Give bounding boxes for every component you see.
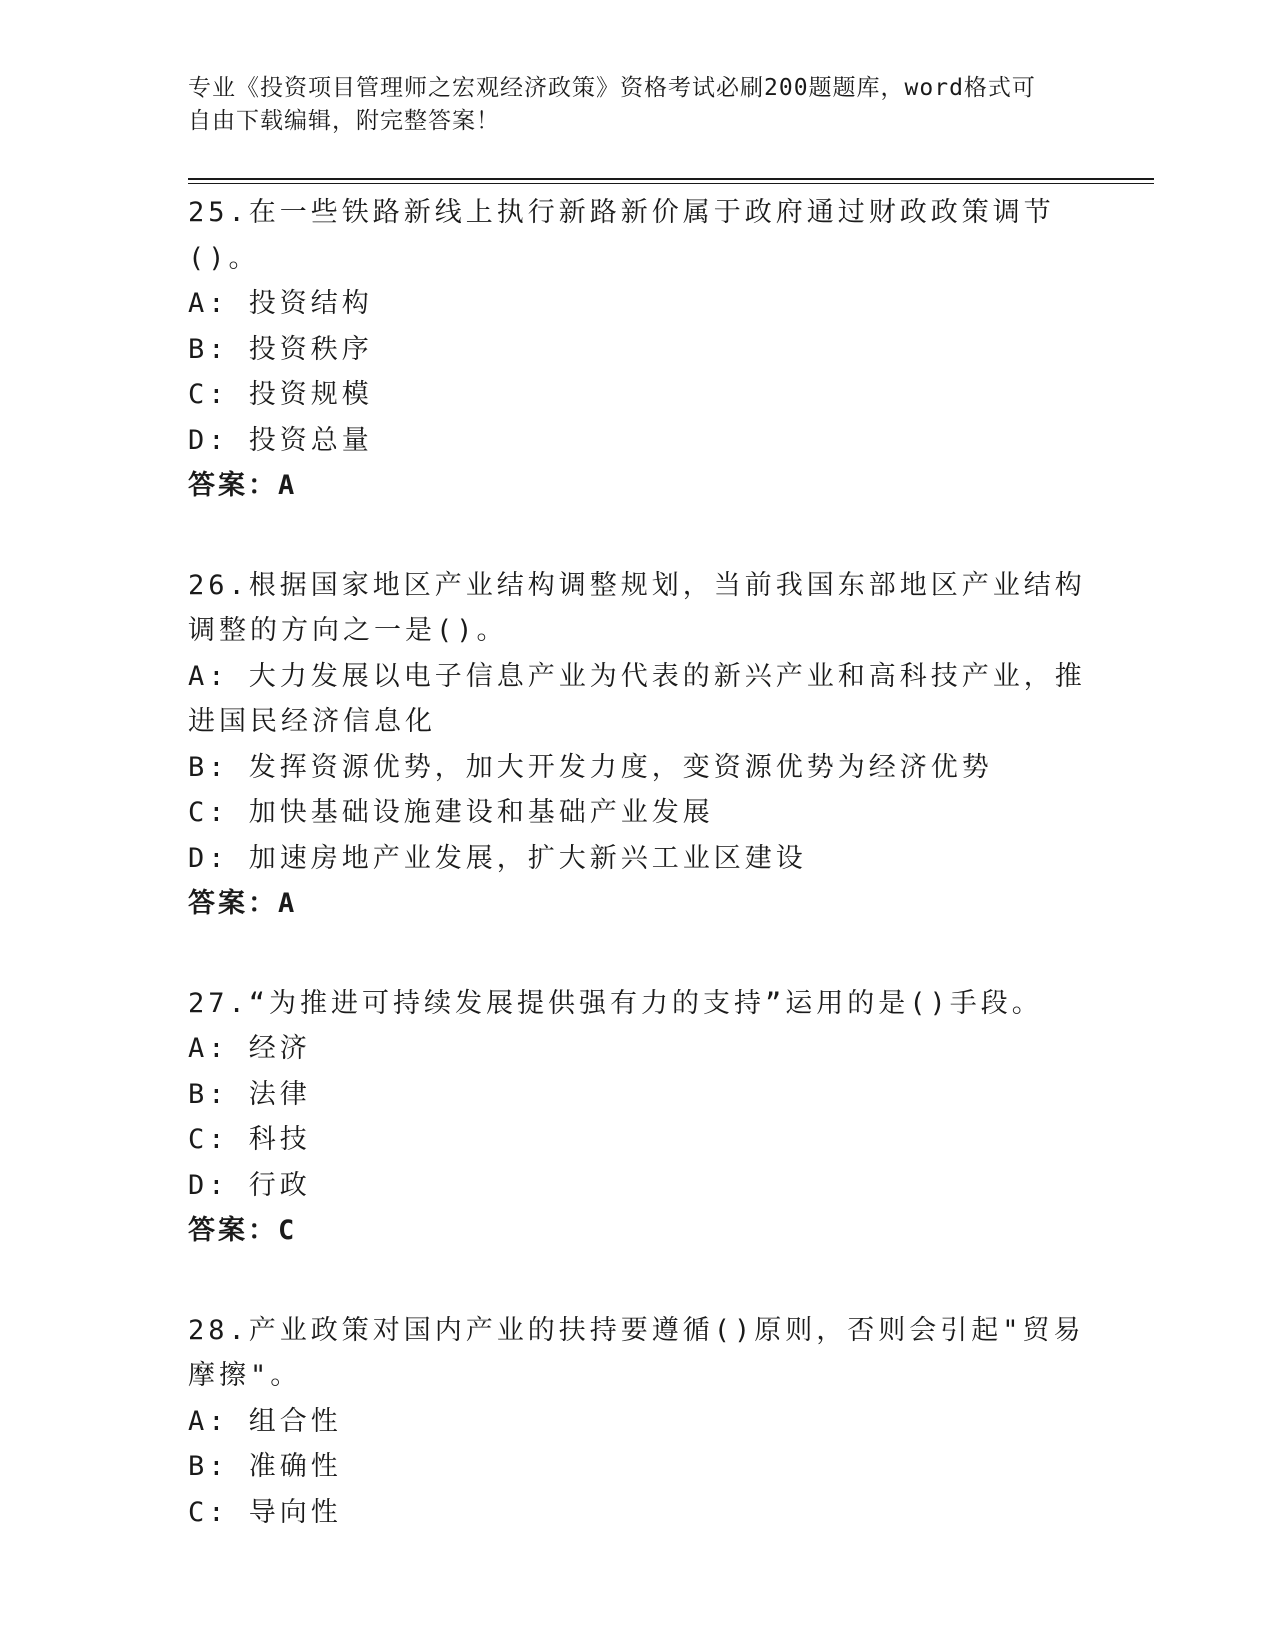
question-stem: 25.在一些铁路新线上执行新路新价属于政府通过财政政策调节()。	[188, 197, 1055, 274]
option-c: C: 科技	[188, 1124, 311, 1155]
question-27	[188, 981, 1088, 1254]
answer: 答案：C	[188, 1215, 298, 1246]
option-d: D: 投资总量	[188, 424, 373, 456]
option-a: A: 大力发展以电子信息产业为代表的新兴产业和高科技产业，推进国民经济信息化	[188, 660, 1086, 737]
option-a: A: 投资结构	[188, 288, 373, 319]
option-c: C: 导向性	[188, 1496, 342, 1528]
question-stem: 26.根据国家地区产业结构调整规划，当前我国东部地区产业结构调整的方向之一是()。	[188, 569, 1086, 646]
header-rule-bottom	[188, 183, 1154, 184]
option-d: D: 行政	[188, 1169, 311, 1201]
option-b: B: 法律	[188, 1078, 311, 1110]
question-28	[188, 1308, 1088, 1536]
answer: 答案：A	[188, 888, 298, 919]
question-list	[188, 190, 1088, 1589]
option-d: D: 加速房地产业发展，扩大新兴工业区建设	[188, 842, 807, 874]
document-header	[188, 72, 1068, 138]
header-line-1: 专业《投资项目管理师之宏观经济政策》资格考试必刷200题题库，word格式可	[188, 75, 1036, 101]
option-b: B: 发挥资源优势，加大开发力度，变资源优势为经济优势	[188, 751, 993, 783]
question-25	[188, 190, 1088, 509]
option-b: B: 投资秩序	[188, 333, 373, 365]
answer: 答案：A	[188, 470, 298, 501]
question-stem: 27.“为推进可持续发展提供强有力的支持”运用的是()手段。	[188, 987, 1043, 1019]
header-rule-top	[188, 178, 1154, 180]
option-a: A: 组合性	[188, 1405, 342, 1437]
question-stem: 28.产业政策对国内产业的扶持要遵循()原则，否则会引起"贸易摩擦"。	[188, 1314, 1085, 1391]
option-a: A: 经济	[188, 1033, 311, 1064]
option-c: C: 加快基础设施建设和基础产业发展	[188, 797, 714, 828]
option-c: C: 投资规模	[188, 379, 373, 410]
option-b: B: 准确性	[188, 1451, 342, 1482]
question-26	[188, 563, 1088, 927]
header-line-2: 自由下载编辑，附完整答案！	[188, 108, 500, 134]
